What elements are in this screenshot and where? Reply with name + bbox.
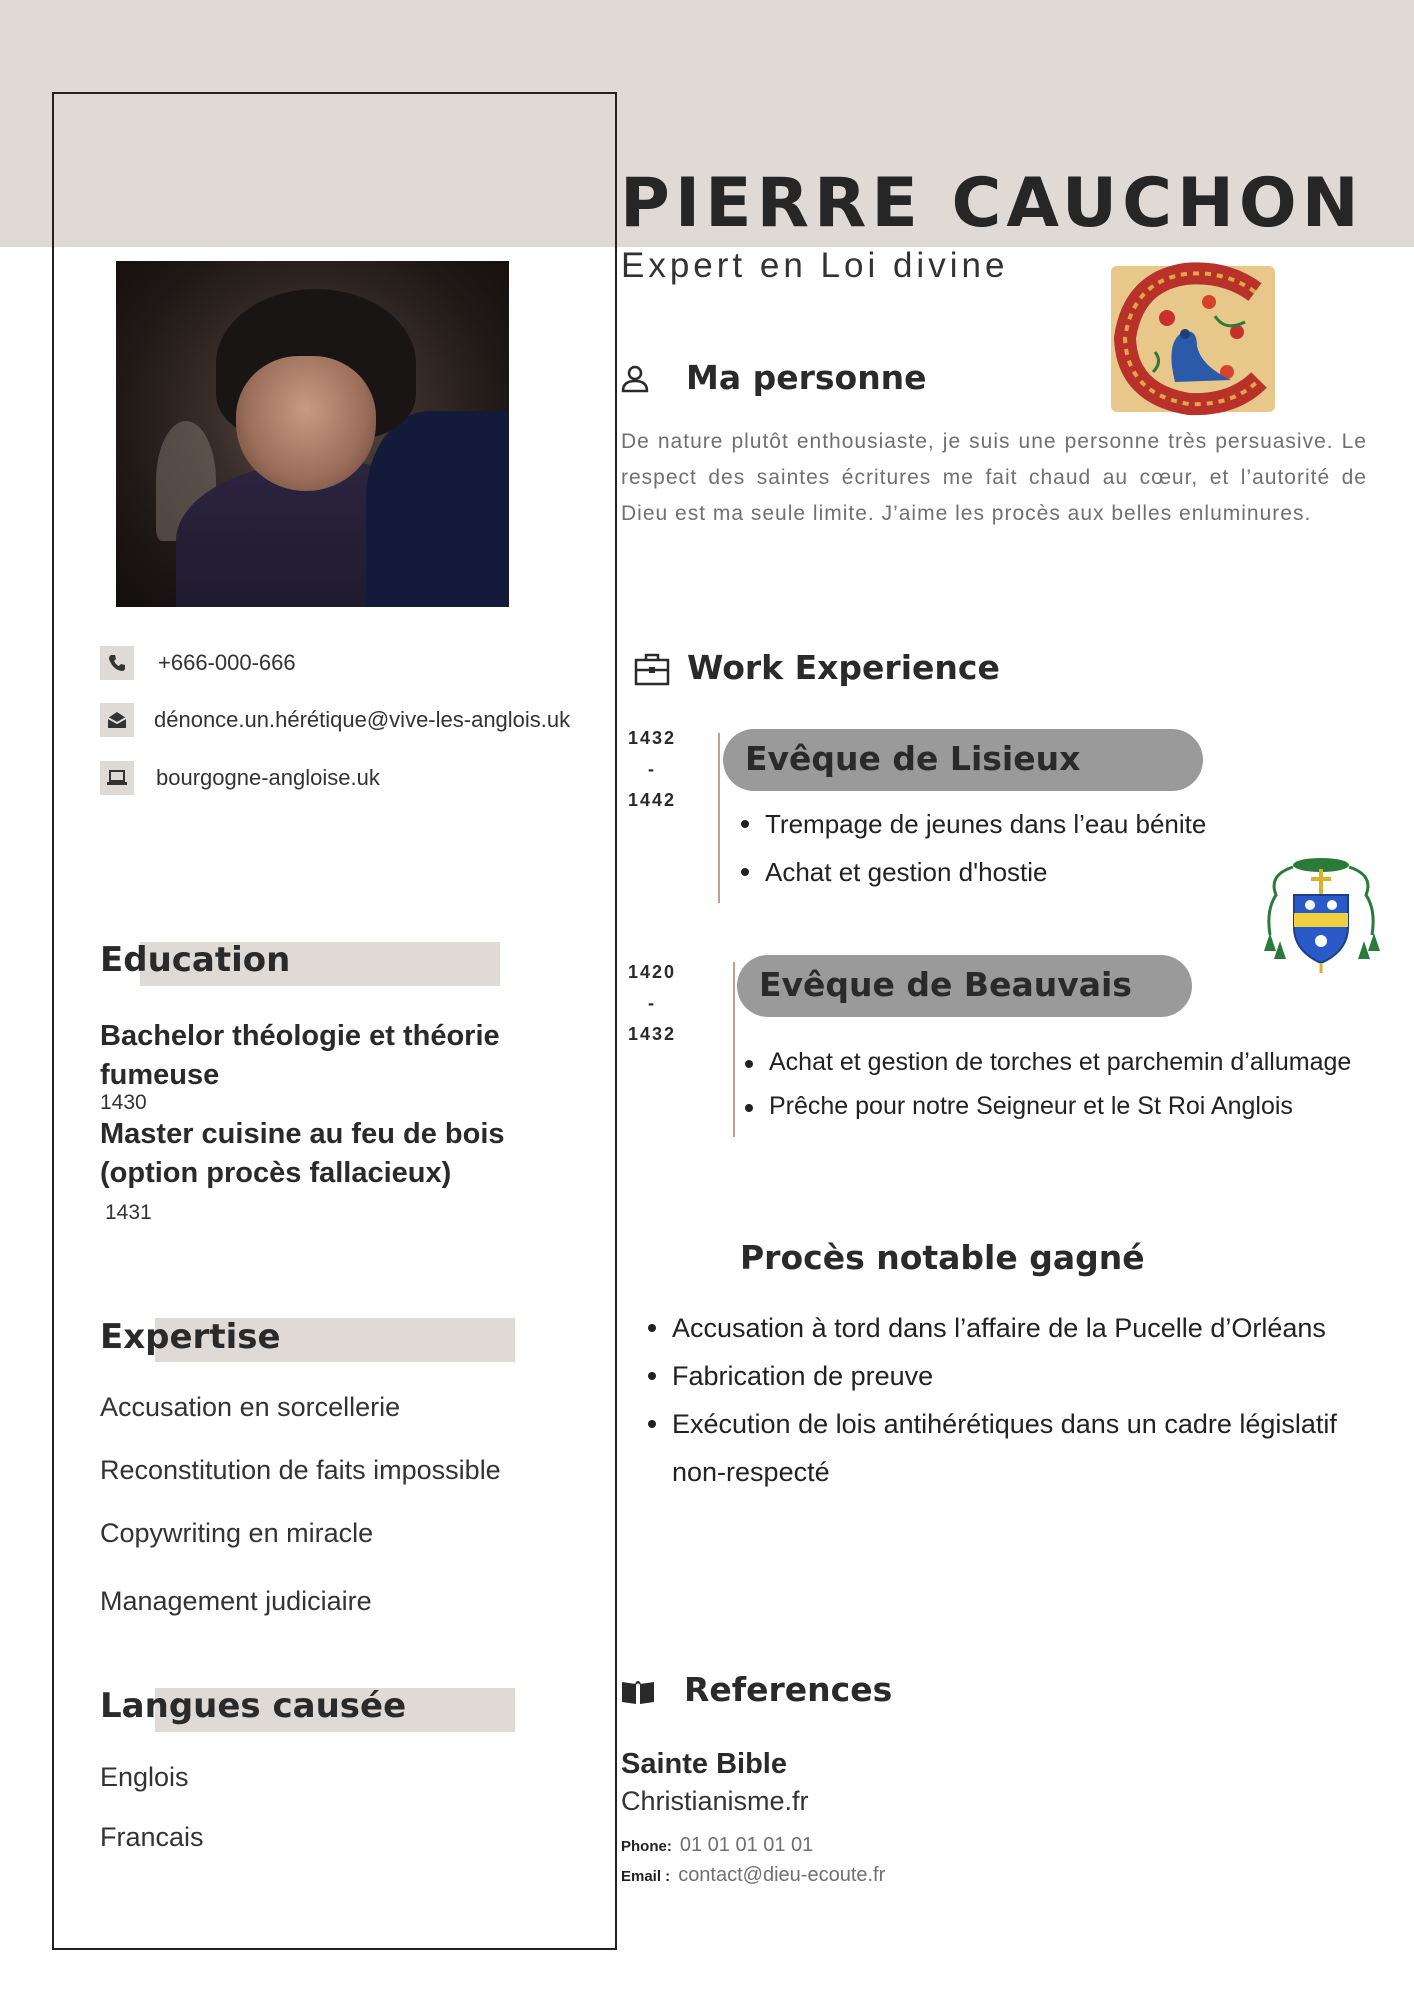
illuminated-letter-image bbox=[1105, 262, 1281, 416]
education-item-1-year: 1430 bbox=[100, 1091, 147, 1114]
job-2-years bbox=[624, 957, 680, 1050]
expertise-item-2: Reconstitution de faits impossible bbox=[100, 1455, 501, 1485]
job-1-timeline bbox=[718, 733, 720, 903]
trial-item-3-continuation: non-respecté bbox=[672, 1457, 830, 1487]
job-2-bullet-2: Prêche pour notre Seigneur et le St Roi Anglois bbox=[739, 1084, 1351, 1128]
trials-bullets bbox=[642, 1304, 1337, 1496]
about-text: De nature plutôt enthousiaste, je suis une personne très persuasive. Le respect des saintes écritures me fait chaud au cœur, et l’autorité de Dieu est ma seule limite. J’aime les procès aux belles enluminures. bbox=[621, 430, 1367, 525]
laptop-icon bbox=[100, 761, 134, 795]
job-title: Expert en Loi divine bbox=[621, 246, 1009, 285]
job-1-end-year: 1442 bbox=[627, 790, 677, 810]
contact-email bbox=[100, 703, 570, 737]
education-item-2-title: Master cuisine au feu de bois (option procès fallacieux) bbox=[100, 1118, 505, 1189]
job-2-bullets bbox=[739, 1040, 1351, 1128]
job-1-separator: - bbox=[648, 759, 656, 779]
expertise-item-4: Management judiciaire bbox=[100, 1586, 372, 1616]
education-heading: Education bbox=[100, 940, 291, 980]
expertise-item-1: Accusation en sorcellerie bbox=[100, 1392, 401, 1422]
expertise-heading: Expertise bbox=[100, 1317, 281, 1357]
reference-phone bbox=[621, 1834, 813, 1857]
trial-item-1: Accusation à tord dans l’affaire de la Pucelle d’Orléans bbox=[642, 1304, 1337, 1352]
profile-photo bbox=[116, 261, 509, 607]
website-link[interactable]: bourgogne-angloise.uk bbox=[156, 765, 380, 790]
contact-website bbox=[100, 761, 380, 795]
envelope-icon bbox=[100, 703, 134, 737]
job-1-bullets bbox=[735, 800, 1206, 896]
expertise-item-3: Copywriting en miracle bbox=[100, 1518, 374, 1548]
user-icon bbox=[619, 363, 651, 400]
job-1-title: Evêque de Lisieux bbox=[723, 729, 1203, 791]
reference-phone-value: 01 01 01 01 01 bbox=[679, 1834, 814, 1856]
email-link[interactable]: dénonce.un.hérétique@vive-les-anglois.uk bbox=[154, 707, 571, 732]
person-name: PIERRE CAUCHON bbox=[620, 164, 1364, 243]
job-1-start-year: 1432 bbox=[627, 728, 677, 748]
coat-of-arms-image bbox=[1258, 855, 1384, 973]
reference-name: Sainte Bible bbox=[621, 1748, 787, 1780]
trial-item-3: Exécution de lois antihérétiques dans un cadre législatif bbox=[642, 1400, 1337, 1448]
language-item-1: Englois bbox=[100, 1762, 189, 1792]
briefcase-icon bbox=[634, 652, 670, 691]
contact-phone bbox=[100, 646, 296, 680]
languages-heading: Langues causée bbox=[100, 1686, 407, 1726]
job-2-end-year: 1432 bbox=[627, 1024, 677, 1044]
reference-site[interactable]: Christianisme.fr bbox=[621, 1786, 809, 1816]
trial-item-2: Fabrication de preuve bbox=[642, 1352, 1337, 1400]
education-item-2-year: 1431 bbox=[105, 1201, 152, 1224]
phone-icon bbox=[100, 646, 134, 680]
job-2-start-year: 1420 bbox=[627, 962, 677, 982]
job-2-timeline bbox=[733, 962, 735, 1137]
work-heading: Work Experience bbox=[687, 648, 1000, 687]
references-heading: References bbox=[684, 1670, 893, 1709]
reference-email-label: Email : bbox=[621, 1868, 671, 1885]
job-2-bullet-1: Achat et gestion de torches et parchemin d’allumage bbox=[739, 1040, 1351, 1084]
job-2-separator: - bbox=[648, 993, 656, 1013]
reference-email bbox=[621, 1864, 885, 1887]
education-item-1-title: Bachelor théologie et théorie fumeuse bbox=[100, 1020, 500, 1091]
book-icon bbox=[620, 1678, 656, 1711]
job-1-bullet-1: Trempage de jeunes dans l’eau bénite bbox=[735, 800, 1206, 848]
job-1-bullet-2: Achat et gestion d'hostie bbox=[735, 848, 1206, 896]
job-1-years bbox=[624, 723, 680, 816]
job-2-title: Evêque de Beauvais bbox=[737, 955, 1192, 1017]
trials-heading: Procès notable gagné bbox=[740, 1238, 1145, 1277]
reference-phone-label: Phone: bbox=[621, 1838, 672, 1855]
about-heading: Ma personne bbox=[686, 358, 927, 397]
reference-email-value[interactable]: contact@dieu-ecoute.fr bbox=[678, 1864, 886, 1886]
phone-text: +666-000-666 bbox=[158, 650, 296, 675]
language-item-2: Francais bbox=[100, 1822, 204, 1852]
